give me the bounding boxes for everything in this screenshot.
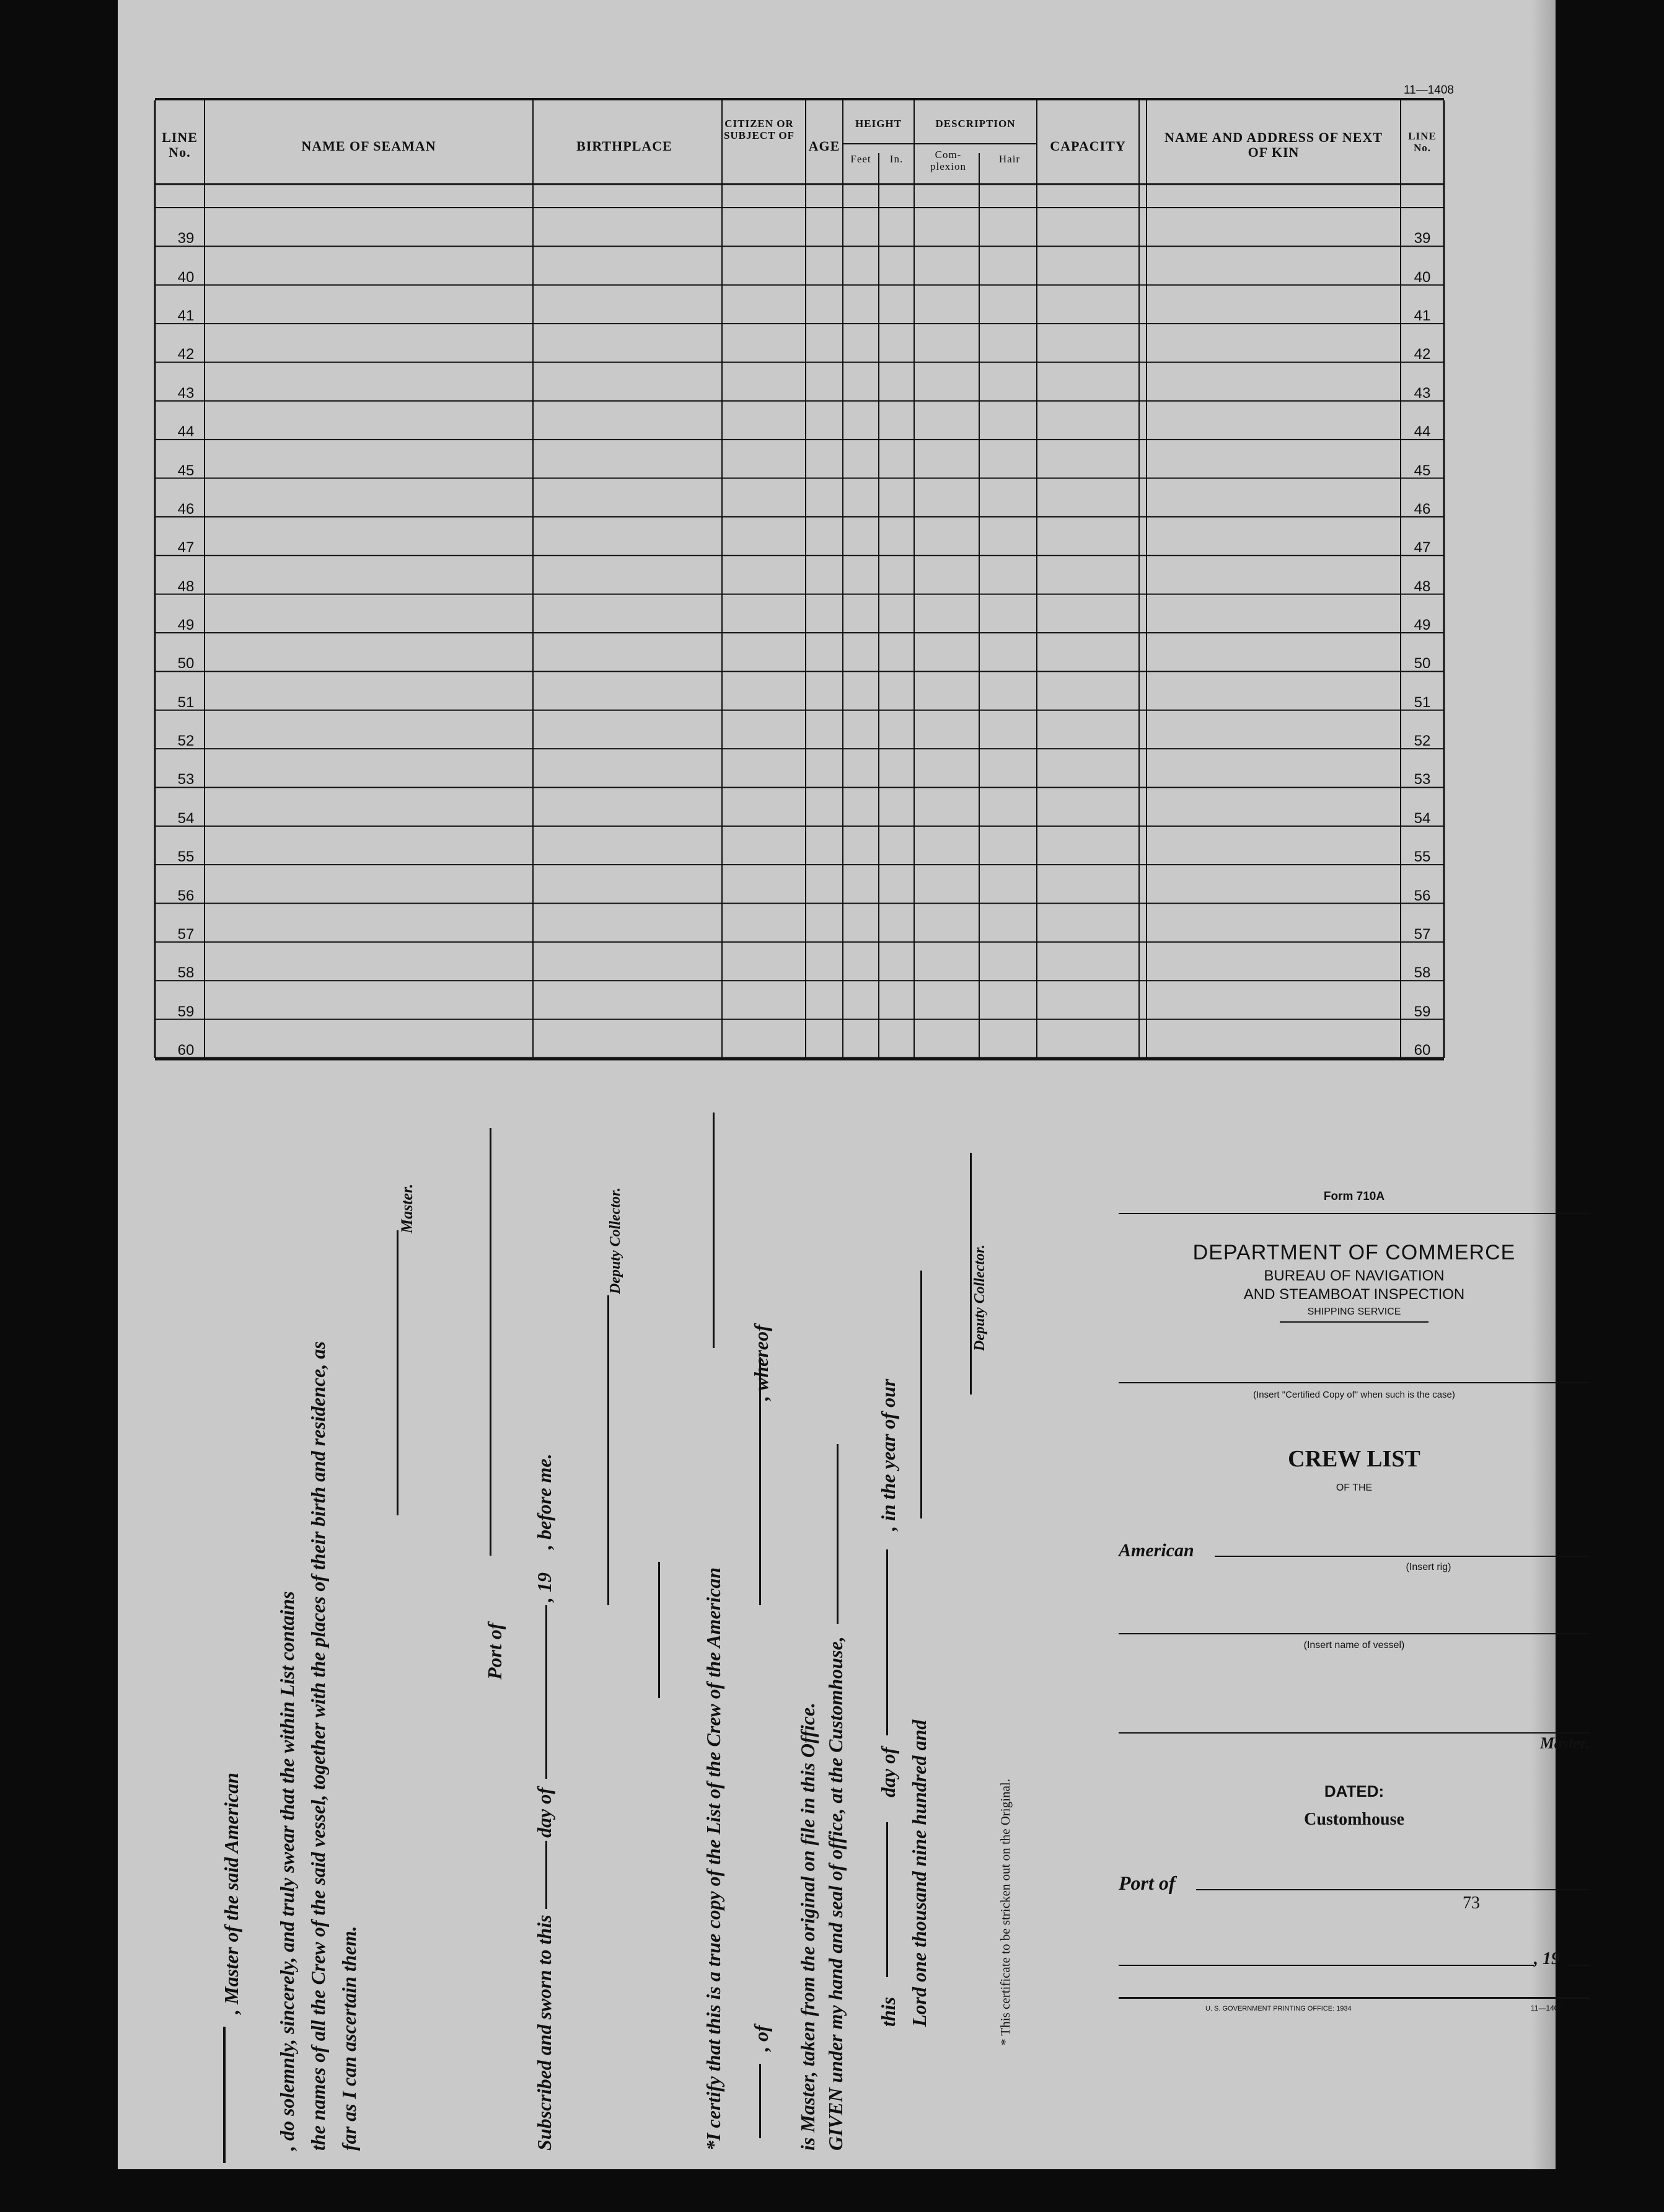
- certify-line-4: GIVEN under my hand and seal of office, at the Customhouse,: [824, 1636, 847, 2151]
- certify-this-blank: [886, 1822, 888, 1977]
- line-number-right: 55: [1414, 848, 1431, 866]
- oath-deputy-collector: Deputy Collector.: [607, 1188, 623, 1294]
- line-number-left: 55: [177, 848, 195, 866]
- cover-insert-certified: (Insert "Certified Copy of" when such is the case): [1253, 1390, 1455, 1400]
- line-number-left: 50: [177, 655, 195, 672]
- cover-bureau-1: BUREAU OF NAVIGATION: [1264, 1267, 1445, 1284]
- cover-american: American: [1119, 1540, 1194, 1561]
- certify-day-blank: [886, 1549, 888, 1735]
- header-height: HEIGHT: [855, 118, 902, 130]
- line-number-left: 48: [177, 578, 195, 595]
- header-hair: Hair: [998, 153, 1021, 165]
- certify-deputy-collector: Deputy Collector.: [972, 1245, 988, 1351]
- certify-customhouse-blank: [837, 1444, 839, 1624]
- certify-footnote: * This certificate to be stricken out on the Original.: [998, 1779, 1013, 2045]
- cover-master: Master.: [1539, 1734, 1590, 1752]
- oath-before-me: , before me.: [533, 1453, 555, 1549]
- line-number-right: 43: [1414, 384, 1431, 402]
- cover-year: , 19: [1534, 1949, 1560, 1968]
- oath-line-2: , do solemnly, sincerely, and truly swear that the within List contains: [276, 1591, 298, 2151]
- line-number-right: 40: [1414, 268, 1431, 286]
- line-number-right: 48: [1414, 578, 1431, 595]
- line-number-right: 57: [1414, 925, 1431, 943]
- cover-customhouse: Customhouse: [1304, 1810, 1404, 1829]
- line-number-left: 52: [177, 733, 195, 750]
- line-number-left: 46: [177, 500, 195, 518]
- crew-table-grid: [155, 100, 1444, 1058]
- line-number-right: 49: [1414, 617, 1431, 633]
- cover-certified-line: [1119, 1382, 1590, 1383]
- cover-block: [1119, 1190, 1590, 2070]
- cover-port-line: [1196, 1889, 1590, 1890]
- oath-subscribed: Subscribed and sworn to this: [533, 1915, 555, 2151]
- oath-line-1-blank: [223, 2027, 226, 2163]
- oath-line-1: , Master of the said American: [220, 1773, 242, 2014]
- header-line-no-right: LINE No.: [1408, 130, 1437, 154]
- line-number-left: 51: [177, 694, 195, 711]
- oath-master-label: Master.: [398, 1183, 416, 1233]
- header-description: DESCRIPTION: [935, 118, 1016, 130]
- deputy-signature-line-1: [607, 1295, 609, 1605]
- oath-port-of: Port of: [483, 1623, 506, 1680]
- cover-dated: DATED:: [1324, 1782, 1384, 1800]
- cover-form-number: Form 710A: [1323, 1190, 1385, 1203]
- oath-month-line: [545, 1605, 547, 1779]
- line-number-left: 40: [177, 268, 195, 286]
- master-signature-line: [397, 1230, 398, 1515]
- line-number-left: 54: [177, 809, 195, 827]
- cover-shipping-service: SHIPPING SERVICE: [1307, 1306, 1401, 1317]
- cover-bottom-rule: [1119, 1997, 1590, 1999]
- form-code-top: 11—1408: [1404, 84, 1454, 97]
- cover-bureau-2: AND STEAMBOAT INSPECTION: [1243, 1286, 1465, 1303]
- header-birthplace: BIRTHPLACE: [576, 138, 672, 154]
- line-number-left: 43: [177, 384, 195, 402]
- line-number-right: 56: [1414, 887, 1431, 904]
- line-number-left: 42: [177, 346, 195, 363]
- crew-table: [155, 98, 1444, 1060]
- line-number-left: 59: [177, 1003, 195, 1020]
- line-number-right: 39: [1414, 230, 1431, 247]
- oath-line-3: the names of all the Crew of the said vessel, together with the places of their birth and residence, as: [307, 1341, 329, 2151]
- header-citizen: CITIZEN OR SUBJECT OF: [723, 118, 795, 141]
- line-number-left: 44: [177, 423, 195, 441]
- header-capacity: CAPACITY: [1050, 138, 1126, 154]
- line-number-right: 53: [1414, 771, 1431, 788]
- line-number-right: 42: [1414, 346, 1431, 363]
- certify-of: , of: [750, 2025, 772, 2051]
- cover-rule-2: [1280, 1321, 1428, 1323]
- line-number-left: 53: [177, 771, 195, 788]
- line-number-right: 58: [1414, 964, 1431, 982]
- oath-day-of: day of: [533, 1787, 555, 1838]
- line-number-left: 60: [177, 1042, 195, 1059]
- cover-rig-line: [1215, 1556, 1590, 1557]
- certify-year-blank: [920, 1271, 922, 1518]
- oath-rule: [658, 1562, 660, 1698]
- line-number-right: 46: [1414, 500, 1431, 518]
- line-number-right: 44: [1414, 423, 1431, 441]
- certify-day-of: day of: [877, 1747, 899, 1797]
- cover-rule-1: [1119, 1213, 1590, 1214]
- header-inches: In.: [889, 153, 904, 165]
- header-line-no: LINE No.: [162, 130, 198, 160]
- line-number-left: 47: [177, 539, 195, 557]
- line-number-left: 39: [177, 230, 195, 247]
- certify-line-1: *I certify that this is a true copy of the List of the Crew of the American: [702, 1567, 724, 2151]
- line-number-right: 51: [1414, 694, 1431, 711]
- cover-vessel-line: [1119, 1633, 1590, 1634]
- certify-line-3: is Master, taken from the original on file in this Office.: [796, 1702, 819, 2151]
- line-number-left: 57: [177, 925, 195, 943]
- line-number-left: 49: [177, 617, 195, 633]
- line-number-left: 45: [177, 462, 195, 479]
- cover-insert-rig: (Insert rig): [1406, 1562, 1451, 1572]
- cover-printing-office: U. S. GOVERNMENT PRINTING OFFICE: 1934: [1205, 2005, 1352, 2012]
- certify-line-6: Lord one thousand nine hundred and: [908, 1719, 930, 2027]
- line-number-right: 50: [1414, 655, 1431, 672]
- line-number-right: 47: [1414, 539, 1431, 557]
- certify-whereof-blank: [759, 2064, 761, 2138]
- header-next-of-kin: NAME AND ADDRESS OF NEXT OF KIN: [1164, 130, 1383, 160]
- cover-stamp: 73: [1463, 1893, 1480, 1913]
- line-number-left: 41: [177, 307, 195, 325]
- line-number-left: 56: [177, 887, 195, 904]
- line-number-right: 52: [1414, 733, 1431, 750]
- line-number-right: 59: [1414, 1003, 1431, 1020]
- cover-insert-vessel: (Insert name of vessel): [1303, 1640, 1405, 1650]
- certify-line-1-blank: [713, 1113, 715, 1348]
- document-page: [118, 0, 1590, 2169]
- cover-department: DEPARTMENT OF COMMERCE: [1192, 1241, 1516, 1264]
- line-number-right: 41: [1414, 307, 1431, 325]
- header-name: NAME OF SEAMAN: [301, 138, 436, 154]
- cover-title: CREW LIST: [1288, 1446, 1420, 1472]
- header-complexion: Com- plexion: [930, 149, 966, 172]
- cover-port-of: Port of: [1119, 1872, 1176, 1894]
- certify-year-of-our: , in the year of our: [877, 1378, 899, 1531]
- cover-code: 11—1408: [1531, 2004, 1563, 2012]
- header-age: AGE: [808, 138, 840, 154]
- line-number-right: 54: [1414, 809, 1431, 827]
- oath-port-line: [490, 1128, 491, 1556]
- oath-subscribed-day-line: [545, 1841, 547, 1909]
- header-feet: Feet: [850, 153, 871, 165]
- cover-master-line: [1119, 1732, 1590, 1734]
- certify-whereof: , whereof: [750, 1324, 772, 1401]
- cover-year-line: [1568, 1965, 1590, 1966]
- certify-this: this: [877, 1996, 899, 2027]
- line-number-right: 60: [1414, 1042, 1431, 1059]
- cover-of-the: OF THE: [1336, 1483, 1373, 1493]
- line-number-right: 45: [1414, 462, 1431, 479]
- oath-line-4: far as I can ascertain them.: [338, 1926, 360, 2151]
- oath-year: , 19: [533, 1572, 555, 1602]
- cover-date-line: [1119, 1965, 1534, 1966]
- line-number-left: 58: [177, 964, 195, 982]
